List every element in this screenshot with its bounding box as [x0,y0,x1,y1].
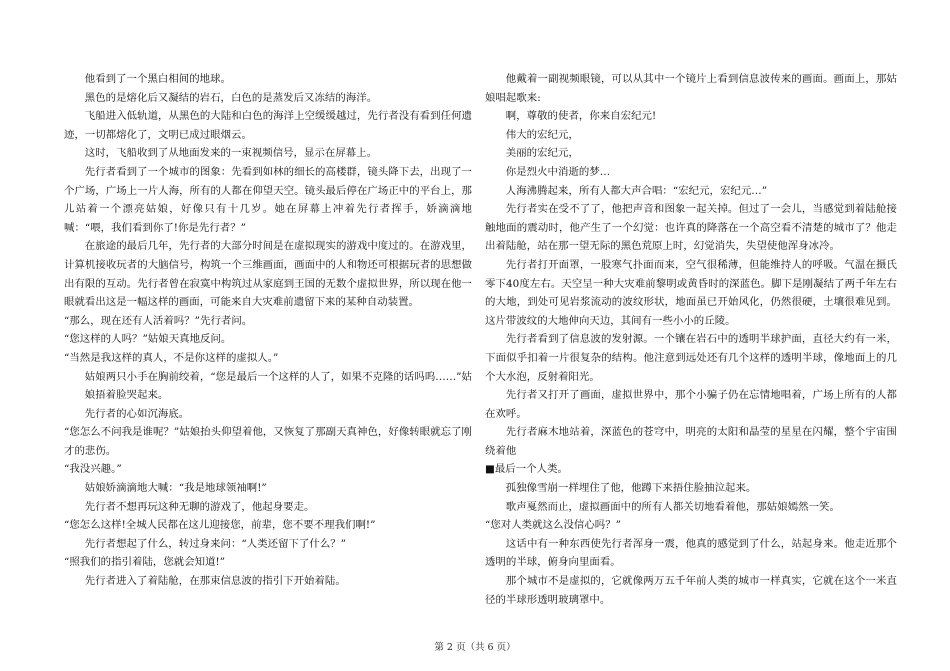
dialogue-line: “您对人类就这么没信心吗？” [485,519,622,532]
paragraph: 歌声戛然而止，虚拟画面中的所有人都关切地看着他，那姑娘嫣然一笑。 [505,500,840,513]
paragraph: 在旅途的最后几年，先行者的大部分时间是在虚拟现实的游戏中度过的。在游戏里，计算机接收玩者的大脑信号，构筑一个三维画面，画面中的人和物还可根据玩者的思想做出有限的互动。先行者曾在寂寞中构筑过从家庭到王国的无数个虚拟世界，所以现在他一眼就看出这是一幅这样的画面，可能来自大灾难前遗留下来的某种自动装置。 [64,240,472,309]
paragraph-text: 先行者麻木地站着，深蓝色的苍穹中，明亮的太阳和晶莹的星星在闪耀，整个宇宙围绕着他 [485,426,897,457]
dialogue-line: “您怎么不问我是谁呢？”姑娘抬头仰望着他，又恢复了那副天真神色，好像转眼就忘了刚才的悲伤。 [64,426,472,457]
song-line: 你是烈火中消逝的梦… [505,165,611,178]
paragraph: 他戴着一副视频眼镜，可以从其中一个镜片上看到信息波传来的画面。画面上，那姑娘唱起歌来: [485,73,897,104]
paragraph: 先行者看到了信息波的发射源。一个镶在岩石中的透明半球护面，直径大约有一米，下面似乎扣着一片很复杂的结构。他注意到远处还有几个这样的透明半球，像地面上的几个大水泡，反射着阳光。 [485,333,897,383]
song-line: 伟大的宏纪元， [505,128,579,141]
paragraph: 姑娘两只小手在胸前绞着，“您是最后一个这样的人了，如果不克隆的话吗呜……”姑娘捂着脸哭起来。 [84,370,472,402]
song-line: 啊，尊敬的使者，你来自宏纪元! [505,110,657,123]
dialogue-line: “您怎么这样!全城人民都在这儿迎接您，前辈，您不要不理我们啊!” [64,519,376,532]
paragraph: 孤独像雪崩一样埋住了他，他蹲下来捂住脸抽泣起来。 [505,482,757,495]
paragraph: 先行者实在受不了了，他把声音和图象一起关掉。但过了一会儿，当感觉到着陆舱接触地面的震动时，他产生了一个幻觉：也许真的降落在一个高空看不清楚的城市了？他走出着陆舱，站在那一望无际的黑色荒原上时，幻觉消失，失望使他浑身冰冷。 [485,203,897,253]
paragraph: 姑娘娇滴滴地大喊：“我是地球领袖啊!” [84,482,267,495]
dialogue-line: “当然是我这样的真人，不是你这样的虚拟人。” [64,351,279,364]
paragraph: 他看到了一个黑白相间的地球。 [84,73,231,85]
paragraph: 黑色的是熔化后又凝结的岩石，白色的是蒸发后又冻结的海洋。 [84,91,378,104]
dialogue-line: “您这样的人吗？”姑娘天真地反问。 [64,333,232,346]
paragraph: 先行者的心如沉海底。 [84,407,190,420]
paragraph: 这话中有一种东西使先行者浑身一震，他真的感觉到了什么，站起身来。他走近那个透明的半球，俯身向里面看。 [485,537,897,569]
dialogue-line: “那么，现在还有人活着吗？”先行者问。 [64,314,253,327]
paragraph: 先行者打开面罩，一股寒气扑面而来，空气很稀薄，但能维持人的呼吸。气温在摄氏零下40度左右。天空呈一种大灾难前黎明或黄昏时的深蓝色。脚下是刚凝结了两千年左右的大地，到处可见岩浆流动的波纹形状，地面虽已开始风化，仍然很硬，土壤很难见到。这片带波纹的大地伸向天边，其间有一些小小的丘陵。 [485,258,897,327]
paragraph [485,423,897,479]
dialogue-line: “照我们的指引着陆，您就会知道!” [64,556,226,569]
paragraph: 飞船进入低轨道，从黑色的大陆和白色的海洋上空缓缓越过，先行者没有看到任何遗迹，一切都熔化了，文明已成过眼烟云。 [64,110,472,141]
right-column [485,70,897,609]
paragraph: 先行者进入了着陆舱，在那束信息波的指引下开始着陆。 [84,575,346,588]
left-column [64,70,472,591]
paragraph-text: ■最后一个人类。 [485,463,568,476]
paragraph: 先行者看到了一个城市的图象：先看到如林的细长的高楼群，镜头降下去，出现了一个广场，广场上一片人海，所有的人都在仰望天空。镜头最后停在广场正中的平台上，那儿站着一个漂亮姑娘，好像只有十几岁。她在屏幕上冲着先行者挥手，娇滴滴地喊：“喂，我们看到你了!你是先行者？” [64,165,472,234]
paragraph: 那个城市不是虚拟的，它就像两万五千年前人类的城市一样真实，它就在这个一米直径的半球形透明玻璃罩中。 [485,575,897,606]
song-line: 美丽的宏纪元， [505,147,579,160]
page-footer: 第 2 页（共 6 页） [434,642,516,653]
paragraph: 先行者想起了什么，转过身来问：“人类还留下了什么？” [84,537,347,550]
dialogue-line: “我没兴趣。” [64,463,122,476]
paragraph: 先行者又打开了画面，虚拟世界中，那个小骗子仍在忘情地唱着，广场上所有的人都在欢呼。 [485,389,897,420]
paragraph: 人海沸腾起来，所有人都大声合唱：“宏纪元，宏纪元…” [505,184,768,197]
paragraph: 这时，飞船收到了从地面发来的一束视频信号，显示在屏幕上。 [84,147,378,160]
paragraph: 先行者不想再玩这种无聊的游戏了，他起身要走。 [84,500,315,513]
